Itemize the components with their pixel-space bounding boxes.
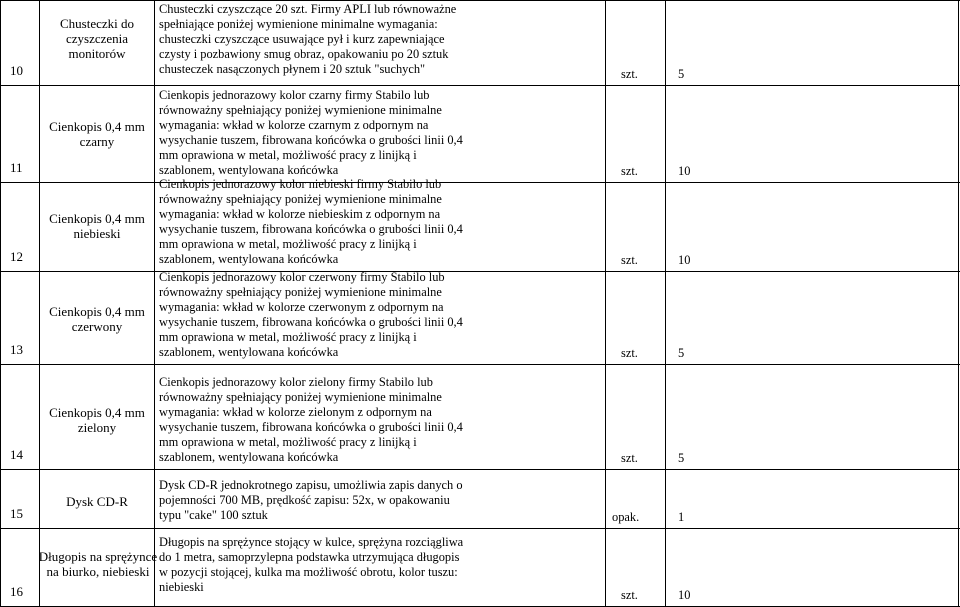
quantity-cell xyxy=(666,365,959,469)
item-description: Cienkopis jednorazowy kolor czarny firmy Stabilo lub równoważny spełniający poniżej wymienione minimalne wymagania: wkład w kolorze czarnym z odpornym na wysychanie tuszem, fibrowana końcówka o grubości linii 0,4 mm oprawiona w metal, możliwość pracy z linijką i szablonem, wentylowana końcówka xyxy=(159,88,463,177)
item-description-cell xyxy=(155,365,606,469)
row-number-cell xyxy=(0,470,40,528)
row-number-cell xyxy=(0,0,40,85)
row-number: 10 xyxy=(10,63,23,78)
unit: szt. xyxy=(621,164,638,178)
unit-cell xyxy=(606,0,666,85)
item-description-cell xyxy=(155,86,606,182)
unit-cell xyxy=(606,470,666,528)
quantity: 1 xyxy=(678,510,685,524)
item-name: Chusteczki do czyszczenia monitorów xyxy=(59,16,134,61)
row-number-cell xyxy=(0,86,40,182)
item-description: Cienkopis jednorazowy kolor zielony firmy Stabilo lub równoważny spełniający poniżej wymienione minimalne wymagania: wkład w kolorze zielonym z odpornym na wysychanie tuszem, fibrowana końcówka o grubości linii 0,4 mm oprawiona w metal, możliwość pracy z linijką i szablonem, wentylowana końcówka xyxy=(159,375,463,464)
quantity-cell xyxy=(666,86,959,182)
item-name: Cienkopis 0,4 mm czarny xyxy=(49,119,145,149)
quantity-cell xyxy=(666,470,959,528)
item-name-cell xyxy=(40,86,155,182)
item-name: Cienkopis 0,4 mm niebieski xyxy=(49,211,145,241)
unit: szt. xyxy=(621,588,638,602)
item-description: Cienkopis jednorazowy kolor niebieski firmy Stabilo lub równoważny spełniający poniżej wymienione minimalne wymagania: wkład w kolorze niebieskim z odpornym na wysychanie tuszem, fibrowana końcówka o grubości linii 0,4 mm oprawiona w metal, możliwość pracy z linijką i szablonem, wentylowana końcówka xyxy=(159,177,463,266)
unit: opak. xyxy=(612,510,640,524)
item-name: Dysk CD-R xyxy=(66,494,128,509)
item-name-cell xyxy=(40,0,155,85)
unit: szt. xyxy=(621,253,638,267)
unit: szt. xyxy=(621,346,638,360)
unit-cell xyxy=(606,529,666,606)
row-number: 14 xyxy=(10,447,23,462)
row-number-cell xyxy=(0,529,40,606)
item-name-cell xyxy=(38,529,158,606)
item-name: Długopis na sprężynce na biurko, niebieski xyxy=(38,549,158,579)
quantity: 5 xyxy=(678,451,685,465)
unit: szt. xyxy=(621,67,638,81)
item-name-cell xyxy=(40,365,155,469)
row-number-cell xyxy=(0,272,40,364)
table-row xyxy=(0,177,960,272)
item-description: Dysk CD-R jednokrotnego zapisu, umożliwia zapis danych o pojemności 700 MB, prędkość zapisu: 52x, w opakowaniu typu "cake" 100 sztuk xyxy=(159,478,463,522)
unit-cell xyxy=(606,365,666,469)
quantity-cell xyxy=(666,272,959,364)
table-row xyxy=(0,0,960,86)
table-row xyxy=(0,529,960,607)
item-description: Cienkopis jednorazowy kolor czerwony firmy Stabilo lub równoważny spełniający poniżej wymienione minimalne wymagania: wkład w kolorze czerwonym z odpornym na wysychanie tuszem, fibrowana końcówka o grubości linii 0,4 mm oprawiona w metal, możliwość pracy z linijką i szablonem, wentylowana końcówka xyxy=(159,270,463,359)
quantity: 5 xyxy=(678,67,685,81)
item-description-cell xyxy=(155,272,606,364)
quantity: 5 xyxy=(678,346,685,360)
row-number-cell xyxy=(0,365,40,469)
row-number: 16 xyxy=(10,584,23,599)
item-description-cell xyxy=(155,177,606,271)
unit-cell xyxy=(606,272,666,364)
quantity: 10 xyxy=(678,253,691,267)
item-description-cell xyxy=(155,470,606,528)
row-number: 12 xyxy=(10,249,23,264)
row-number: 13 xyxy=(10,342,23,357)
row-number: 15 xyxy=(10,506,23,521)
unit: szt. xyxy=(621,451,638,465)
item-description: Chusteczki czyszczące 20 szt. Firmy APLI lub równoważne spełniające poniżej wymienione minimalne wymagania: chusteczki czyszczące usuwające pył i kurz zapewniające czysty i pozbawiony smug obraz, opakowaniu po 20 sztuk chusteczek nasączonych płynem i 20 sztuk "suchych" xyxy=(159,2,457,76)
item-name-cell xyxy=(40,272,155,364)
table-row xyxy=(0,470,960,529)
row-number-cell xyxy=(0,183,40,271)
quantity-cell xyxy=(666,0,959,85)
quantity-cell xyxy=(666,529,959,606)
item-name: Cienkopis 0,4 mm czerwony xyxy=(49,304,145,334)
unit-cell xyxy=(606,86,666,182)
quantity: 10 xyxy=(678,164,691,178)
table-row xyxy=(0,272,960,365)
quantity: 10 xyxy=(678,588,691,602)
unit-cell xyxy=(606,183,666,271)
item-description: Długopis na sprężynce stojący w kulce, sprężyna rozciągliwa do 1 metra, samoprzylepna podstawka utrzymująca długopis w pozycji stojącej, kulka ma możliwość obrotu, kolor tuszu: niebieski xyxy=(159,535,464,594)
quantity-cell xyxy=(666,183,959,271)
table-row xyxy=(0,86,960,183)
item-name-cell xyxy=(40,183,155,271)
item-name: Cienkopis 0,4 mm zielony xyxy=(49,405,145,435)
row-number: 11 xyxy=(10,160,23,175)
item-description-cell xyxy=(155,529,606,606)
table-row xyxy=(0,365,960,470)
item-description-cell xyxy=(155,0,606,85)
item-name-cell xyxy=(40,470,155,528)
